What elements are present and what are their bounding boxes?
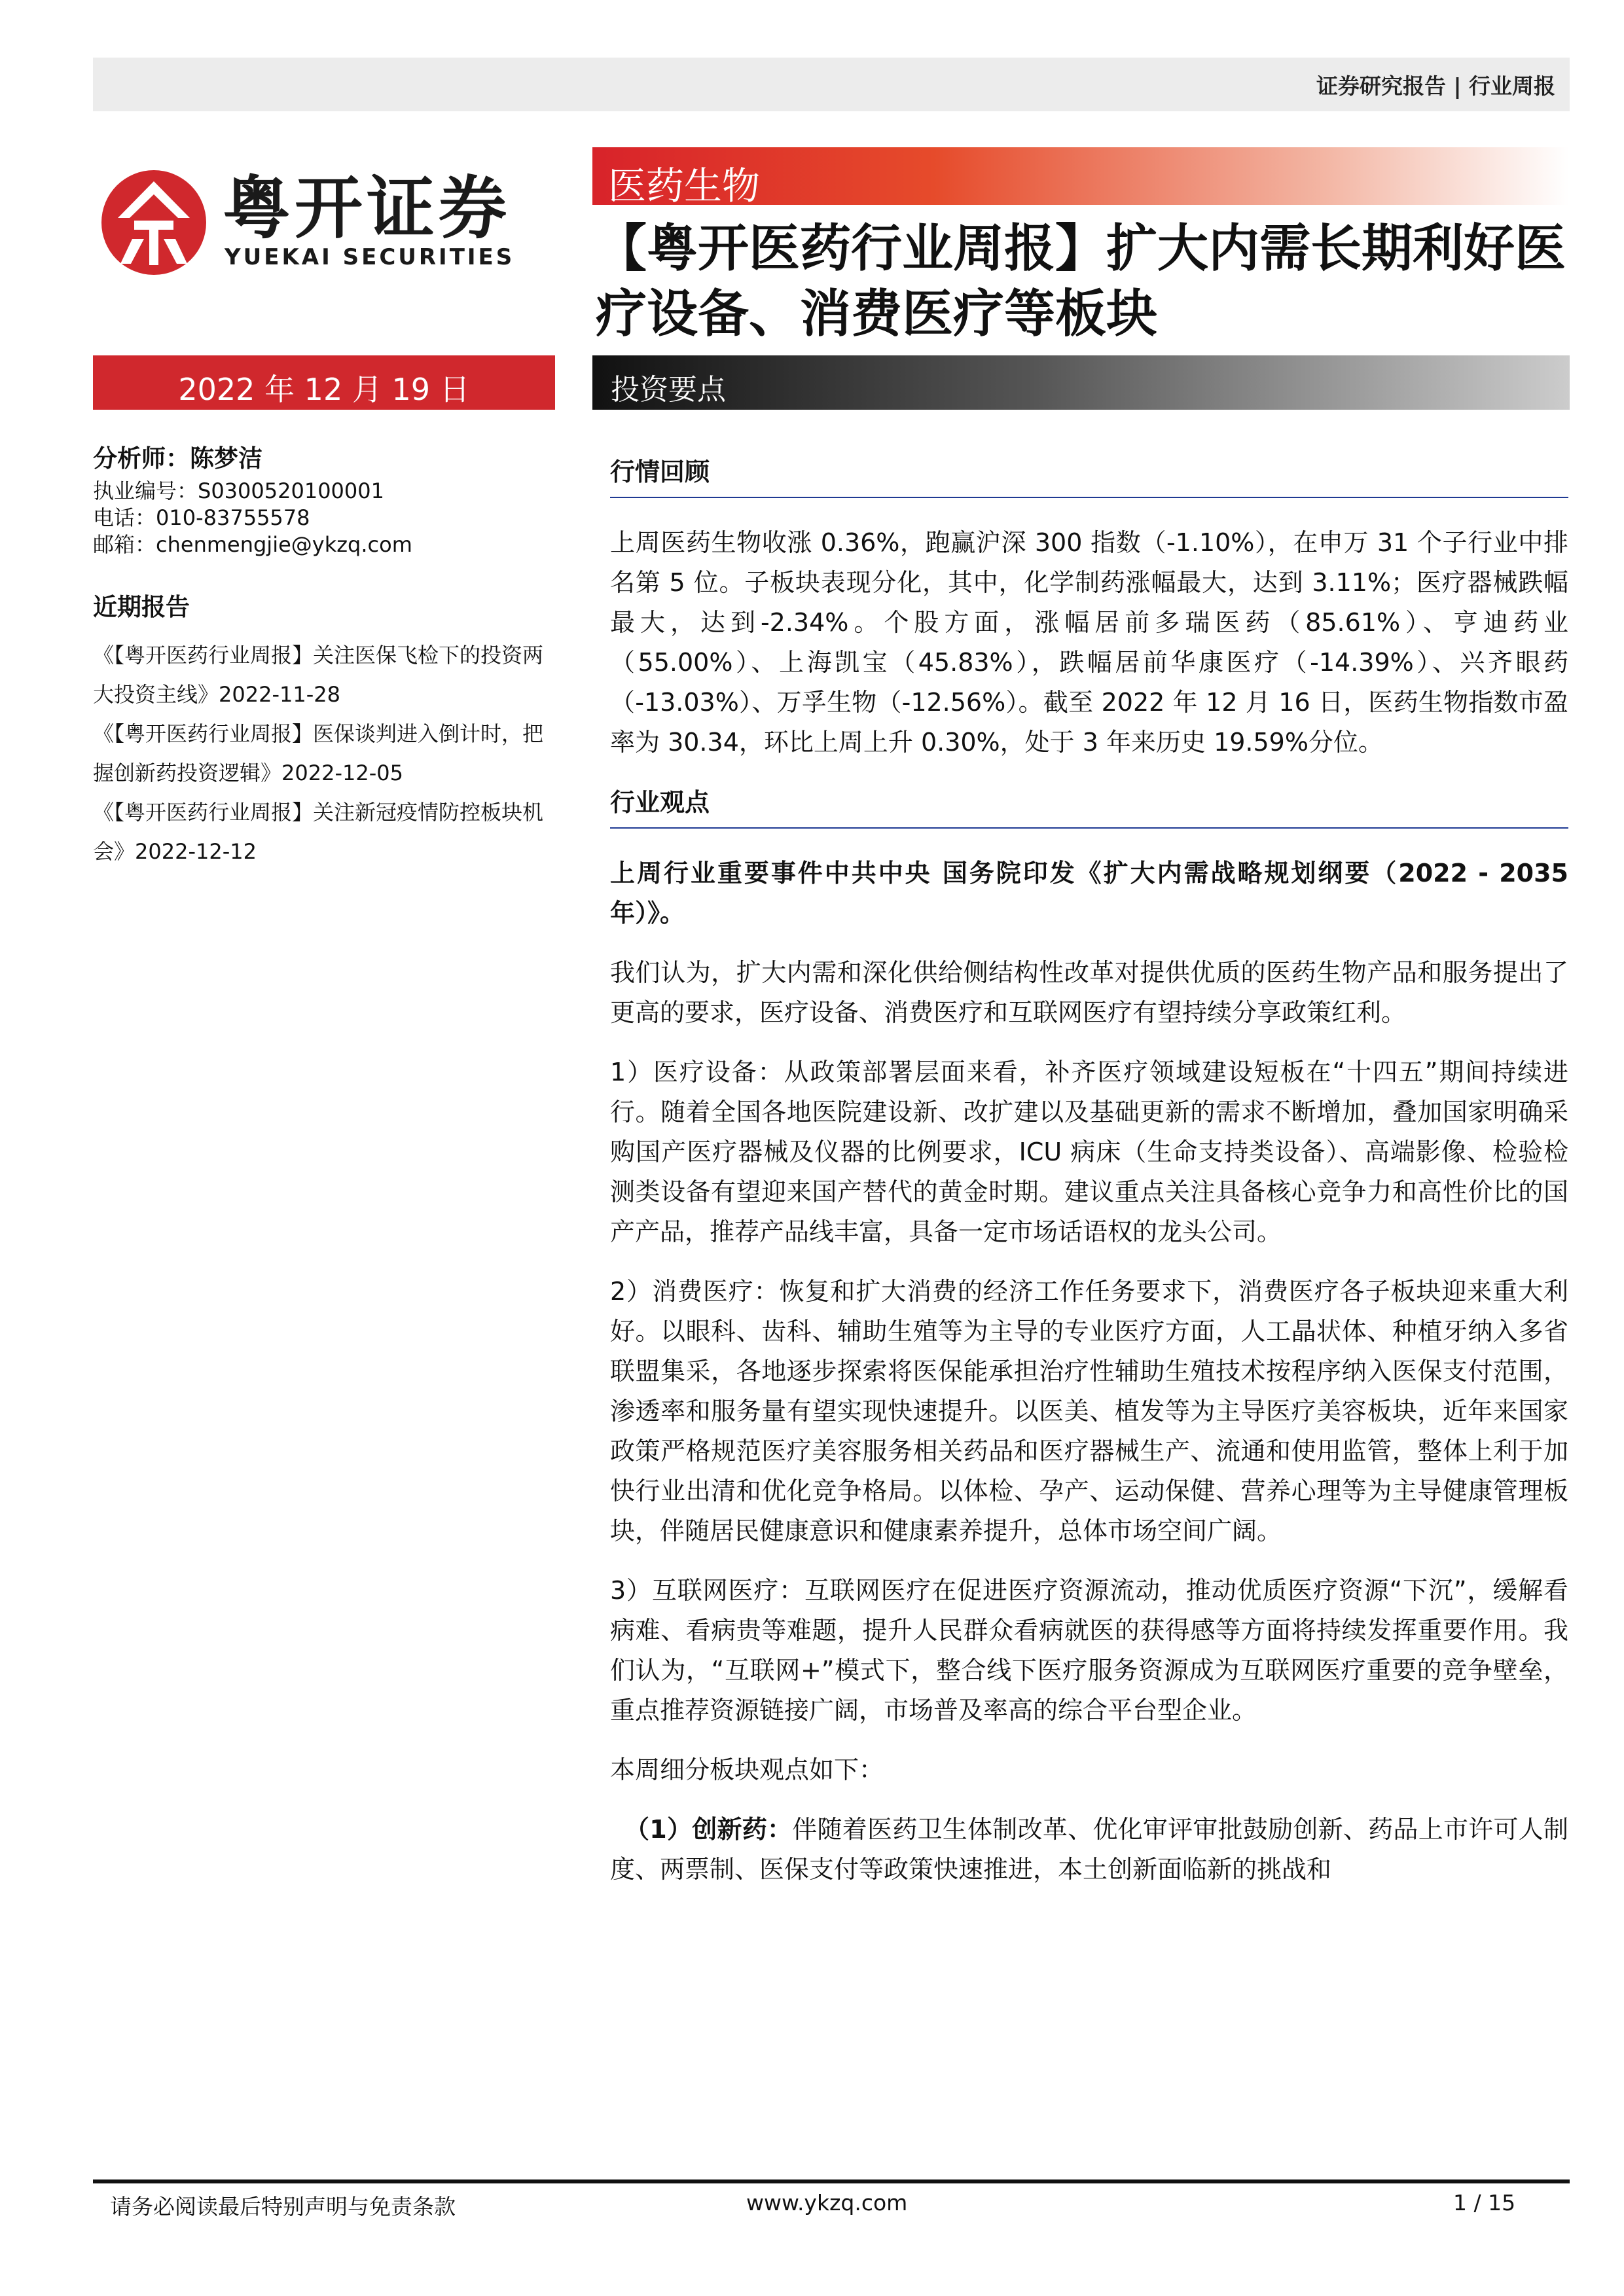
- yuekai-logo: [98, 167, 556, 278]
- innovative-drug-lead: （1）创新药：: [624, 1815, 793, 1844]
- report-date: 2022 年 12 月 19 日: [178, 372, 470, 407]
- recent-report-item[interactable]: 《【粤开医药行业周报】医保谈判进入倒计时，把握创新药投资逻辑》2022-12-05: [93, 721, 544, 785]
- report-breadcrumb: 证券研究报告 | 行业周报: [1316, 73, 1555, 99]
- sidebar: [93, 439, 551, 871]
- sector-label: 医药生物: [608, 164, 761, 208]
- logo-chinese-name: 粤开证券: [223, 168, 511, 248]
- sector-banner: [592, 147, 1569, 208]
- date-bar: [93, 355, 555, 410]
- weekly-segments-intro: 本周细分板块观点如下：: [610, 1755, 884, 1784]
- key-event-paragraph: 上周行业重要事件中共中央 国务院印发《扩大内需战略规划纲要（2022 - 2035 年）》。: [610, 859, 1568, 927]
- key-points-label: 投资要点: [611, 373, 726, 406]
- analyst-license: 执业编号：S0300520100001: [93, 478, 384, 503]
- recent-report-item[interactable]: 《【粤开医药行业周报】关注医保飞检下的投资两大投资主线》2022-11-28: [93, 643, 544, 707]
- yuekai-logo-mark-icon: [98, 167, 209, 278]
- market-review-paragraph: 上周医药生物收涨 0.36%，跑赢沪深 300 指数（-1.10%），在申万 31 个子行业中排名第 5 位。子板块表现分化，其中，化学制药涨幅最大，达到 3.11%；医疗器械跌幅最大，达到-2.34%。个股方面，涨幅居前多瑞医药（85.61%）、亨迪药业（55.00%）、上海凯宝（45.83%），跌幅居前华康医疗（-14.39%）、兴齐眼药（-13.03%）、万孚生物（-12.56%）。截至 2022 年 12 月 16 日，医药生物指数市盈率为 30.34，环比上周上升 0.30%，处于 3 年来历史 19.59%分位。: [610, 528, 1568, 757]
- logo-english-name: YUEKAI SECURITIES: [225, 244, 515, 270]
- innovative-drug-body: 伴随着医药卫生体制改革、优化审评审批鼓励创新、药品上市许可人制度、两票制、医保支付等政策快速推进，本土创新面临新的挑战和: [610, 1815, 1568, 1884]
- analyst-email[interactable]: 邮箱：chenmengjie@ykzq.com: [93, 532, 412, 557]
- internet-medical-paragraph: 3）互联网医疗：互联网医疗在促进医疗资源流动，推动优质医疗资源“下沉”，缓解看病难、看病贵等难题，提升人民群众看病就医的获得感等方面将持续发挥重要作用。我们认为，“互联网+”模式下，整合线下医疗服务资源成为互联网医疗重要的竞争壁垒，重点推荐资源链接广阔，市场普及率高的综合平台型企业。: [610, 1576, 1568, 1725]
- footer-disclaimer: 请务必阅读最后特别声明与免责条款: [110, 2194, 456, 2219]
- recent-report-item[interactable]: 《【粤开医药行业周报】关注新冠疫情防控板块机会》2022-12-12: [93, 800, 544, 864]
- key-points-bar: [592, 355, 1570, 410]
- footer-page-number: 1 / 15: [1453, 2190, 1516, 2215]
- section-heading-market-review: 行情回顾: [610, 452, 1568, 498]
- recent-reports-title: 近期报告: [93, 593, 190, 621]
- analyst-phone: 电话：010-83755578: [93, 505, 310, 530]
- footer-divider: [93, 2179, 1570, 2183]
- consumer-medical-paragraph: 2）消费医疗：恢复和扩大消费的经济工作任务要求下，消费医疗各子板块迎来重大利好。以眼科、齿科、辅助生殖等为主导的专业医疗方面，人工晶状体、种植牙纳入多省联盟集采，各地逐步探索将医保能承担治疗性辅助生殖技术按程序纳入医保支付范围，渗透率和服务量有望实现快速提升。以医美、植发等为主导医疗美容板块，近年来国家政策严格规范医疗美容服务相关药品和医疗器械生产、流通和使用监管，整体上利于加快行业出清和优化竞争格局。以体检、孕产、运动保健、营养心理等为主导健康管理板块，伴随居民健康意识和健康素养提升，总体市场空间广阔。: [610, 1277, 1568, 1545]
- main-content: [610, 452, 1568, 1909]
- top-header-bar: [93, 58, 1570, 111]
- view-paragraph: 我们认为，扩大内需和深化供给侧结构性改革对提供优质的医药生物产品和服务提出了更高的要求，医疗设备、消费医疗和互联网医疗有望持续分享政策红利。: [610, 958, 1568, 1027]
- section-heading-industry-view: 行业观点: [610, 782, 1568, 829]
- analyst-name: 分析师：陈梦洁: [93, 444, 262, 473]
- report-title: 【粤开医药行业周报】扩大内需长期利好医疗设备、消费医疗等板块: [596, 219, 1566, 344]
- medical-device-paragraph: 1）医疗设备：从政策部署层面来看，补齐医疗领域建设短板在“十四五”期间持续进行。随着全国各地医院建设新、改扩建以及基础更新的需求不断增加，叠加国家明确采购国产医疗器械及仪器的比例要求，ICU 病床（生命支持类设备）、高端影像、检验检测类设备有望迎来国产替代的黄金时期。建议重点关注具备核心竞争力和高性价比的国产产品，推荐产品线丰富，具备一定市场话语权的龙头公司。: [610, 1058, 1568, 1246]
- innovative-drug-paragraph: [610, 1810, 1568, 1890]
- footer-website[interactable]: www.ykzq.com: [746, 2190, 908, 2215]
